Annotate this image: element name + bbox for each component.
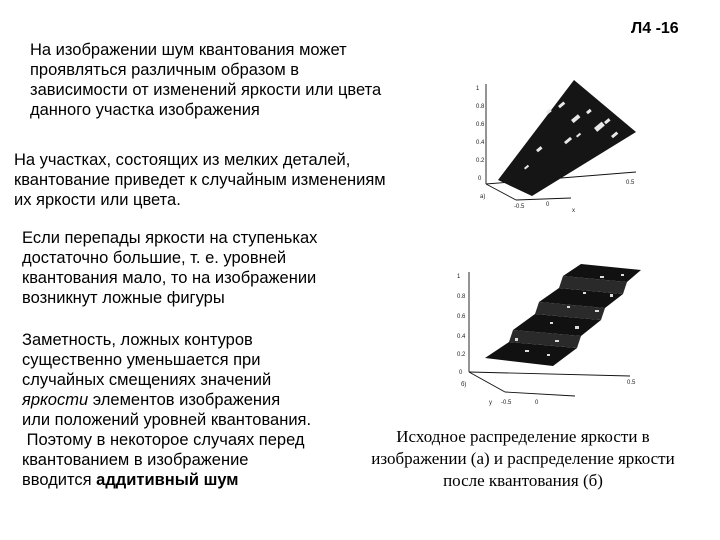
slide-number: Л4 -16	[631, 20, 679, 37]
panel-label-a: а)	[480, 194, 486, 200]
text-line: возникнут ложные фигуры	[22, 289, 225, 307]
paragraph-quantization-noise	[30, 40, 381, 120]
paragraph-false-contours	[22, 228, 317, 308]
right-tick-label: 0.5	[626, 180, 635, 186]
text-line: Заметность, ложных контуров	[22, 331, 253, 349]
text-line: достаточно большие, т. е. уровней	[22, 249, 287, 267]
svg-text:0: 0	[459, 370, 463, 376]
text-fragment: элементов изображения	[88, 391, 281, 409]
bold-term: аддитивный шум	[96, 471, 239, 489]
x-tick-label: 0	[535, 400, 539, 406]
text-line: проявляться различным образом в	[30, 61, 300, 79]
svg-text:0.4: 0.4	[457, 334, 466, 340]
svg-text:0.8: 0.8	[457, 294, 466, 300]
text-line: квантованием в изображение	[22, 451, 249, 469]
right-tick-label: 0.5	[627, 380, 636, 386]
paragraph-additive-noise	[22, 330, 311, 490]
text-fragment: вводится	[22, 471, 97, 489]
svg-text:0.6: 0.6	[476, 122, 485, 128]
svg-text:1: 1	[457, 274, 461, 280]
svg-text:0.4: 0.4	[476, 140, 485, 146]
svg-text:0.2: 0.2	[457, 352, 466, 358]
text-line: квантование приведет к случайным изменениям	[14, 171, 386, 189]
text-line	[22, 470, 311, 490]
text-line: На участках, состоящих из мелких деталей,	[14, 151, 351, 169]
text-line: квантования мало, то на изображении	[22, 269, 317, 287]
z-tick-labels	[476, 86, 485, 182]
brightness-surface	[498, 80, 636, 196]
x-tick-label: -0.5	[501, 400, 512, 406]
quantized-steps	[485, 264, 641, 366]
figure-original-brightness	[476, 72, 656, 222]
axis-label-y: y	[489, 400, 492, 406]
text-line: их яркости или цвета.	[14, 191, 181, 209]
paragraph-fine-details	[14, 150, 386, 210]
text-line	[22, 390, 311, 410]
figure-quantized-brightness	[455, 250, 655, 415]
x-tick-label: 0	[546, 202, 550, 208]
text-line: На изображении шум квантования может	[30, 41, 347, 59]
text-line: данного участка изображения	[30, 101, 260, 119]
text-line: случайных смещениях значений	[22, 371, 272, 389]
svg-text:0.6: 0.6	[457, 314, 466, 320]
svg-text:0.8: 0.8	[476, 104, 485, 110]
x-tick-label: -0.5	[514, 204, 525, 210]
text-line: зависимости от изменений яркости или цвета	[30, 81, 382, 99]
panel-label-b: б)	[461, 382, 467, 388]
z-tick-labels	[457, 274, 466, 376]
italic-term: яркости	[22, 391, 89, 409]
svg-text:0.2: 0.2	[476, 158, 485, 164]
text-line: или положений уровней квантования.	[22, 411, 312, 429]
text-line: существенно уменьшается при	[22, 351, 261, 369]
text-line: Поэтому в некоторое случаях перед	[22, 431, 305, 449]
text-line: Если перепады яркости на ступеньках	[22, 229, 318, 247]
figure-caption: Исходное распределение яркости в изображении (а) и распределение яркости после квантования (б)	[371, 427, 675, 490]
svg-text:0: 0	[478, 176, 482, 182]
svg-text:1: 1	[476, 86, 480, 92]
axis-label-x: x	[572, 208, 575, 214]
